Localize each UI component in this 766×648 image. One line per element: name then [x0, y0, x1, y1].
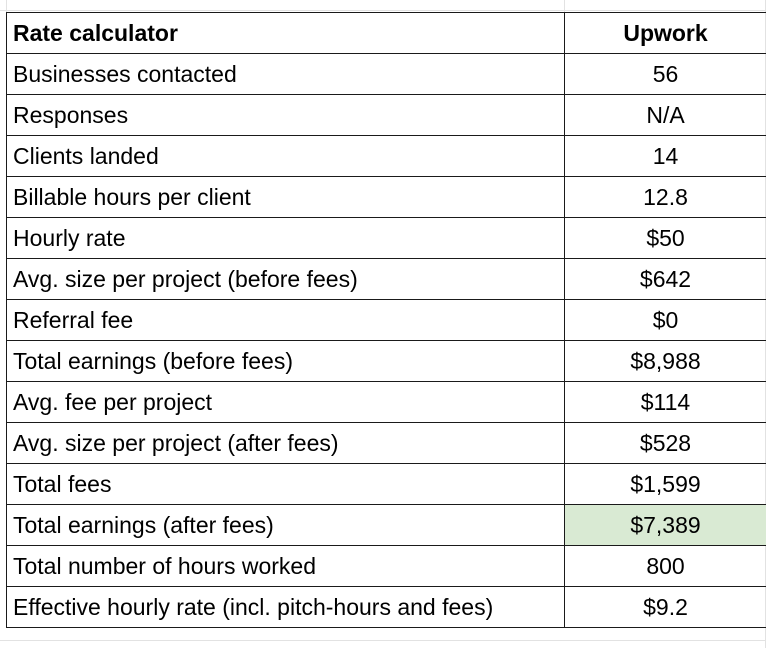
table-row	[7, 136, 766, 177]
gridline-col-a	[6, 0, 7, 12]
row-value-cell[interactable]: $528	[565, 423, 766, 464]
row-value-cell[interactable]: $8,988	[565, 341, 766, 382]
row-label-cell[interactable]: Referral fee	[7, 300, 565, 341]
row-label-cell[interactable]: Businesses contacted	[7, 54, 565, 95]
row-label-cell[interactable]: Total earnings (after fees)	[7, 505, 565, 546]
row-label-cell[interactable]: Billable hours per client	[7, 177, 565, 218]
table-row	[7, 95, 766, 136]
header-cell-value[interactable]: Upwork	[565, 13, 766, 54]
table-row	[7, 259, 766, 300]
table-row-highlighted	[7, 505, 766, 546]
row-value-cell[interactable]: 56	[565, 54, 766, 95]
table-row	[7, 300, 766, 341]
row-label-cell[interactable]: Total number of hours worked	[7, 546, 565, 587]
row-label-cell[interactable]: Total fees	[7, 464, 565, 505]
table-row	[7, 546, 766, 587]
row-value-cell[interactable]: N/A	[565, 95, 766, 136]
row-value-cell[interactable]: $0	[565, 300, 766, 341]
row-value-cell-highlighted[interactable]: $7,389	[565, 505, 766, 546]
row-value-cell[interactable]: $1,599	[565, 464, 766, 505]
row-label-cell[interactable]: Effective hourly rate (incl. pitch-hours and fees)	[7, 587, 565, 628]
table-row	[7, 177, 766, 218]
table-row	[7, 382, 766, 423]
row-label-cell[interactable]: Responses	[7, 95, 565, 136]
row-value-cell[interactable]: $114	[565, 382, 766, 423]
header-cell-label[interactable]: Rate calculator	[7, 13, 565, 54]
row-label-cell[interactable]: Hourly rate	[7, 218, 565, 259]
row-value-cell[interactable]: 12.8	[565, 177, 766, 218]
row-value-cell[interactable]: $9.2	[565, 587, 766, 628]
row-value-cell[interactable]: 14	[565, 136, 766, 177]
table-row	[7, 54, 766, 95]
table-row	[7, 423, 766, 464]
table-row	[7, 464, 766, 505]
gridline-bottom	[0, 640, 766, 641]
table-row	[7, 218, 766, 259]
row-label-cell[interactable]: Avg. size per project (before fees)	[7, 259, 565, 300]
gridline-top	[0, 0, 766, 11]
row-label-cell[interactable]: Avg. size per project (after fees)	[7, 423, 565, 464]
rate-calculator-table	[6, 12, 766, 628]
row-value-cell[interactable]: 800	[565, 546, 766, 587]
table-row	[7, 341, 766, 382]
table-row	[7, 587, 766, 628]
gridline-col-b	[564, 0, 565, 12]
row-label-cell[interactable]: Total earnings (before fees)	[7, 341, 565, 382]
row-label-cell[interactable]: Avg. fee per project	[7, 382, 565, 423]
header-row	[7, 13, 766, 54]
row-value-cell[interactable]: $642	[565, 259, 766, 300]
row-label-cell[interactable]: Clients landed	[7, 136, 565, 177]
row-value-cell[interactable]: $50	[565, 218, 766, 259]
